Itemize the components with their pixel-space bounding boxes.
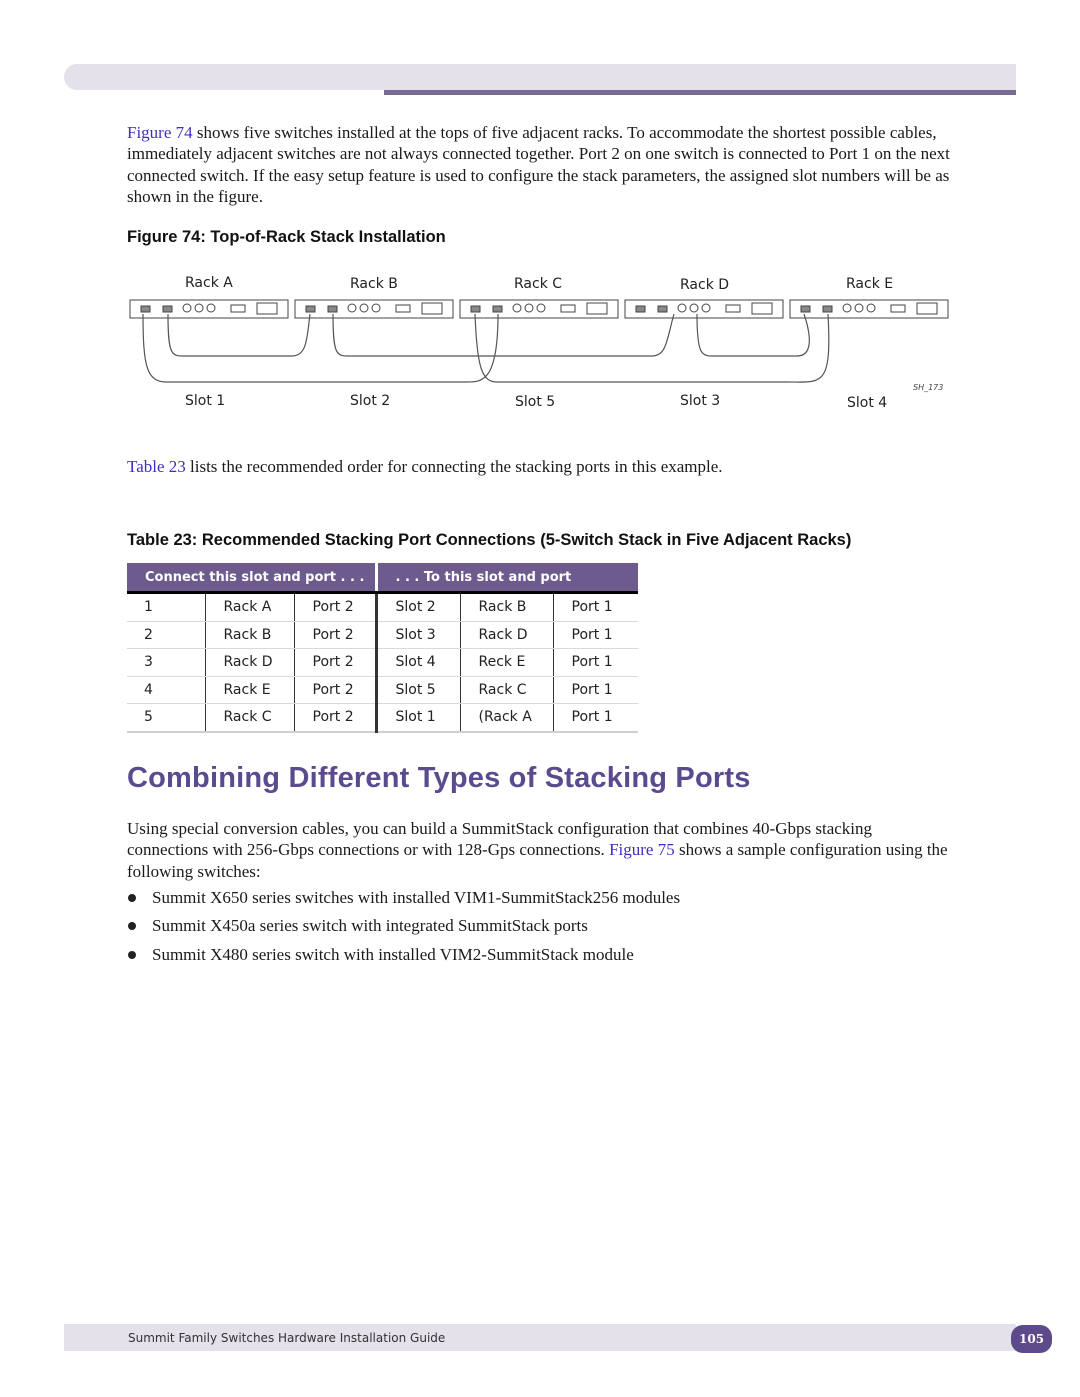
cell-index: 2: [127, 621, 205, 649]
intro-paragraph: [127, 122, 952, 207]
header-connect-to: . . . To this slot and port: [376, 563, 638, 593]
cell-index: 5: [127, 704, 205, 732]
cell-to-slot: Slot 3: [376, 621, 460, 649]
stack-cables: [143, 314, 829, 382]
table-caption: Table 23: Recommended Stacking Port Connections (5-Switch Stack in Five Adjacent Racks): [127, 531, 852, 549]
switch-d: [625, 300, 783, 318]
intro-text: shows five switches installed at the tops of five adjacent racks. To accommodate the shortest possible cables, immediately adjacent switches are not always connected together. Port 2 on one switch is connected to Port 1 on the next connected switch. If the easy setup feature is used to configure the stack parameters, the assigned slot numbers will be as shown in the figure.: [127, 123, 950, 206]
rack-label-d: Rack D: [680, 277, 730, 293]
slot-label-d: Slot 3: [680, 393, 721, 409]
header-rule: [384, 90, 1016, 95]
table-header-row: [127, 563, 638, 593]
cell-to-port: Port 1: [553, 649, 638, 677]
bullet-icon: [128, 951, 136, 959]
cell-from-rack: Rack B: [205, 621, 294, 649]
cell-from-port: Port 2: [294, 676, 376, 704]
cell-to-rack: Rack D: [460, 621, 553, 649]
list-item-text: Summit X450a series switch with integrated SummitStack ports: [152, 916, 588, 936]
list-item-text: Summit X480 series switch with installed VIM2-SummitStack module: [152, 944, 634, 964]
figure-id: SH_173: [913, 383, 944, 392]
cell-index: 3: [127, 649, 205, 677]
page-number: 105: [1011, 1325, 1052, 1353]
section-text-before: Using special conversion cables, you can build a SummitStack configuration that combines 40-Gbps stacking connections with 256-Gbps connections or with 128-Gps connections.: [127, 819, 873, 860]
slot-label-e: Slot 4: [847, 395, 888, 411]
figure-caption: Figure 74: Top-of-Rack Stack Installation: [127, 228, 446, 246]
header-connect-from: Connect this slot and port . . .: [127, 563, 376, 593]
figure-74-link[interactable]: Figure 74: [127, 123, 193, 142]
table-row: [127, 593, 638, 622]
top-of-rack-figure: [127, 270, 952, 420]
switch-b: [295, 300, 453, 318]
cell-to-slot: Slot 4: [376, 649, 460, 677]
list-item: [127, 915, 680, 943]
cell-to-rack: (Rack A: [460, 704, 553, 732]
cell-to-rack: Rack C: [460, 676, 553, 704]
cell-to-port: Port 1: [553, 704, 638, 732]
bullet-icon: [128, 894, 136, 902]
cell-to-slot: Slot 1: [376, 704, 460, 732]
cell-to-rack: Reck E: [460, 649, 553, 677]
cell-from-rack: Rack C: [205, 704, 294, 732]
cell-to-port: Port 1: [553, 593, 638, 622]
footer-title: Summit Family Switches Hardware Installation Guide: [128, 1331, 446, 1345]
cell-index: 4: [127, 676, 205, 704]
table-row: [127, 704, 638, 732]
rack-label-c: Rack C: [514, 276, 563, 292]
cell-index: 1: [127, 593, 205, 622]
rack-label-e: Rack E: [846, 276, 894, 292]
cell-from-port: Port 2: [294, 621, 376, 649]
cell-to-slot: Slot 2: [376, 593, 460, 622]
switch-c: [460, 300, 618, 318]
table-row: [127, 649, 638, 677]
rack-label-a: Rack A: [185, 275, 233, 291]
section-text-after: shows a sample configuration using the following switches:: [127, 840, 948, 881]
section-heading: Combining Different Types of Stacking Ports: [127, 762, 751, 794]
list-item-text: Summit X650 series switches with installed VIM1-SummitStack256 modules: [152, 888, 681, 907]
stacking-connections-table: [127, 563, 638, 733]
table-row: [127, 676, 638, 704]
switch-e: [790, 300, 948, 318]
table-ref-text: lists the recommended order for connecting the stacking ports in this example.: [185, 457, 723, 476]
bullet-icon: [128, 922, 136, 930]
switch-a: [130, 300, 288, 318]
header-bar: [64, 64, 1016, 90]
table-row: [127, 621, 638, 649]
table-23-link[interactable]: Table 23: [127, 457, 186, 476]
cell-to-rack: Rack B: [460, 593, 553, 622]
slot-label-a: Slot 1: [185, 393, 226, 409]
rack-label-b: Rack B: [350, 276, 398, 292]
list-item: [127, 944, 680, 972]
figure-75-link[interactable]: Figure 75: [609, 840, 675, 860]
cell-to-port: Port 1: [553, 621, 638, 649]
slot-label-c: Slot 5: [515, 394, 556, 410]
cell-to-slot: Slot 5: [376, 676, 460, 704]
cell-from-port: Port 2: [294, 704, 376, 732]
cell-from-rack: Rack E: [205, 676, 294, 704]
cell-to-port: Port 1: [553, 676, 638, 704]
switch-list: [127, 887, 680, 972]
cell-from-port: Port 2: [294, 649, 376, 677]
slot-label-b: Slot 2: [350, 393, 391, 409]
cell-from-rack: Rack A: [205, 593, 294, 622]
table-ref-paragraph: [127, 456, 952, 477]
list-item: [127, 887, 680, 915]
cell-from-rack: Rack D: [205, 649, 294, 677]
cell-from-port: Port 2: [294, 593, 376, 622]
section-paragraph: [127, 818, 952, 882]
